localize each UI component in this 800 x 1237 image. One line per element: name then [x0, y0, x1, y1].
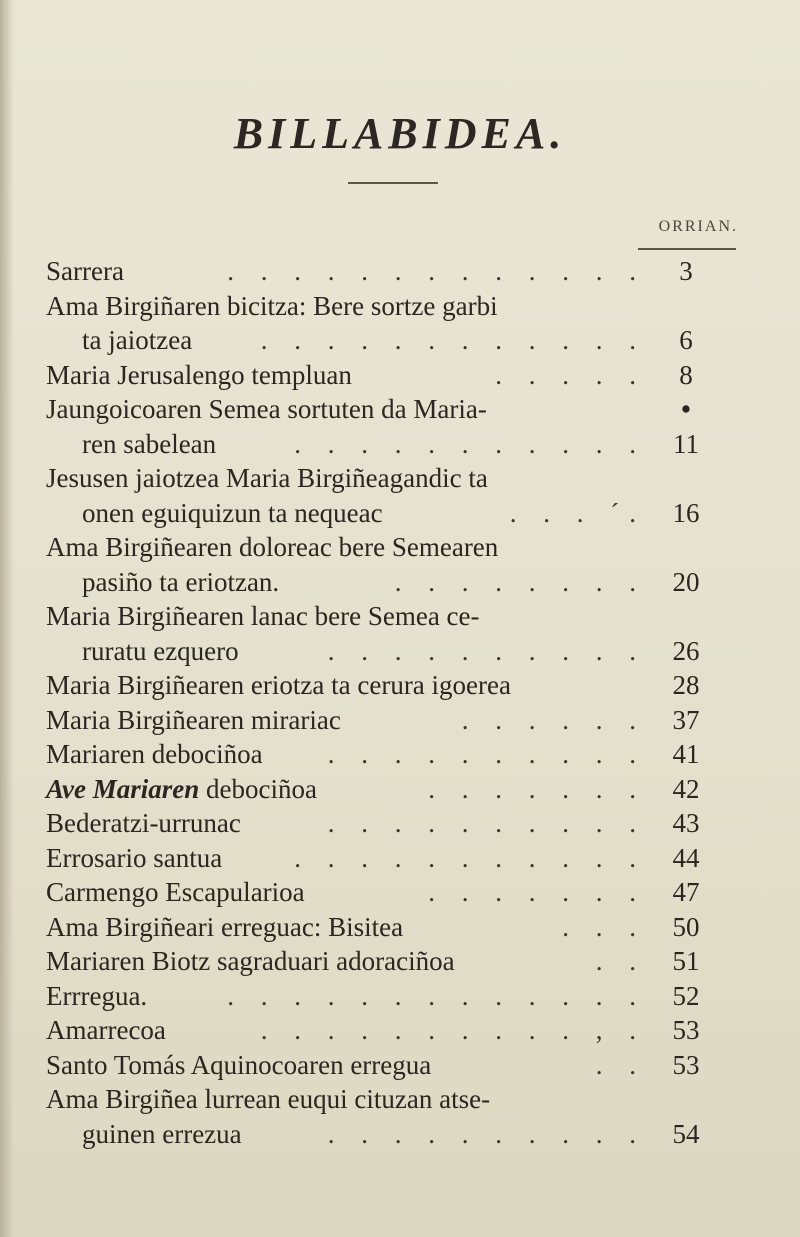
toc-leader-dots: . . . ´. — [509, 497, 646, 528]
column-rule — [638, 248, 736, 250]
toc-entry-text: Jaungoicoaren Semea sortuten da Maria- — [46, 394, 487, 424]
toc-entry-text: Santo Tomás Aquinocoaren erregua — [46, 1049, 432, 1080]
toc-entry-italic-text: Ave Mariaren — [46, 773, 200, 804]
toc-entry-text: guinen errezua — [82, 1118, 242, 1149]
toc-entry — [46, 806, 746, 841]
toc-entry-text: Errosario santua — [46, 842, 223, 873]
toc-leader-dots: . . . . . . . — [428, 773, 646, 804]
toc-entry-text: ta jaiotzea — [82, 325, 193, 355]
toc-page-number: 37 — [672, 704, 700, 735]
toc-leader-dots: . . . . . . . . . . . . . — [227, 256, 646, 286]
toc-entry — [46, 254, 746, 289]
toc-leader-dots: . . . . . . . . . . . . . — [227, 980, 646, 1011]
toc-leader-dots: . . . . . . . . . . — [327, 739, 646, 769]
toc-page-number: 41 — [672, 739, 700, 769]
toc-entry-text: Errregua. — [46, 980, 148, 1011]
toc-page-number: 28 — [672, 670, 700, 700]
toc-page-number: 20 — [672, 566, 700, 597]
toc-entry — [46, 392, 746, 427]
page-edge-shadow — [0, 0, 14, 1237]
toc-leader-dots: . . — [595, 1049, 646, 1080]
toc-page-number: 50 — [672, 911, 700, 942]
toc-leader-dots: . . — [595, 946, 646, 976]
toc-entry — [46, 1117, 746, 1152]
toc-entry-text: ren sabelean — [82, 428, 217, 459]
toc-leader-dots: . . . . . . — [461, 704, 646, 735]
toc-page-number: 42 — [672, 773, 700, 804]
toc-entry-text: ruratu ezquero — [82, 635, 239, 666]
toc-page-number: 54 — [672, 1118, 700, 1149]
toc-entry — [46, 668, 746, 703]
toc-entry-text: Maria Birgiñearen eriotza ta cerura igoerea — [46, 670, 511, 700]
toc-entry — [46, 944, 746, 979]
toc-entry — [46, 841, 746, 876]
toc-entry — [46, 530, 746, 565]
toc-leader-dots: . . . . . . . . . . — [327, 1118, 646, 1149]
toc-leader-dots: . . . . . . . . . . , . — [260, 1015, 646, 1045]
toc-entry-text: Ama Birgiñaren bicitza: Bere sortze garbi — [46, 290, 498, 321]
toc-leader-dots: . . . . . — [495, 359, 646, 390]
toc-entry — [46, 358, 746, 393]
toc-page-number: 26 — [672, 635, 700, 666]
toc-entry — [46, 979, 746, 1014]
toc-leader-dots: . . . . . . . . . . . — [294, 428, 646, 459]
toc-entry — [46, 461, 746, 496]
table-of-contents — [46, 254, 746, 1151]
toc-entry — [46, 875, 746, 910]
page-column-label: ORRIAN. — [658, 218, 738, 235]
toc-entry — [46, 772, 746, 807]
toc-entry — [46, 737, 746, 772]
toc-page-number: 53 — [672, 1015, 700, 1045]
toc-leader-dots: . . . . . . . . . . . — [294, 842, 646, 873]
toc-page-number: 43 — [672, 808, 700, 838]
title-divider — [348, 182, 438, 184]
page-title: BILLABIDEA. — [233, 109, 567, 158]
toc-entry — [46, 565, 746, 600]
toc-entry — [46, 496, 746, 531]
toc-entry-text: Mariaren Biotz sagraduari adoraciñoa — [46, 946, 455, 976]
toc-entry — [46, 1082, 746, 1117]
toc-leader-dots: . . . . . . . . . . — [327, 635, 646, 666]
toc-page-number: 3 — [679, 256, 693, 286]
toc-leader-dots: . . . . . . . . . . — [327, 808, 646, 838]
toc-entry — [46, 1013, 746, 1048]
toc-entry-text: Bederatzi-urrunac — [46, 808, 241, 838]
toc-leader-dots: . . . . . . . — [428, 877, 646, 907]
toc-entry-text: Ama Birgiñea lurrean euqui cituzan atse- — [46, 1084, 491, 1114]
toc-entry — [46, 289, 746, 324]
toc-entry-text: Jesusen jaiotzea Maria Birgiñeagandic ta — [46, 463, 488, 493]
toc-entry-text: Carmengo Escapularioa — [46, 877, 305, 907]
toc-entry — [46, 703, 746, 738]
toc-entry — [46, 323, 746, 358]
toc-entry-text: Maria Jerusalengo templuan — [46, 359, 352, 390]
toc-entry — [46, 910, 746, 945]
toc-leader-dots: . . . — [562, 911, 646, 942]
toc-page-number: 16 — [672, 497, 700, 528]
toc-page-number: 6 — [679, 325, 693, 355]
toc-page-number: 8 — [679, 359, 693, 390]
toc-page-number: 44 — [672, 842, 700, 873]
toc-entry-text: Sarrera — [46, 256, 124, 286]
toc-entry-text: Ama Birgiñeari erreguac: Bisitea — [46, 911, 404, 942]
toc-entry-text — [46, 772, 317, 807]
toc-entry-text: Ama Birgiñearen doloreac bere Semearen — [46, 532, 499, 562]
toc-entry — [46, 427, 746, 462]
toc-entry — [46, 634, 746, 669]
toc-entry-text: Maria Birgiñearen mirariac — [46, 704, 341, 735]
toc-page-number: 53 — [672, 1049, 700, 1080]
toc-entry-text: Amarrecoa — [46, 1015, 166, 1045]
toc-page-number: 11 — [673, 428, 699, 459]
toc-leader-dots: . . . . . . . . . . . . — [260, 325, 646, 355]
toc-leader-dots: . . . . . . . . — [394, 566, 646, 597]
toc-page-number: 51 — [672, 946, 700, 976]
toc-page-number: 47 — [672, 877, 700, 907]
toc-page-number: • — [681, 394, 691, 424]
toc-entry — [46, 599, 746, 634]
toc-entry-text: Maria Birgiñearen lanac bere Semea ce- — [46, 601, 480, 631]
toc-entry — [46, 1048, 746, 1083]
toc-entry-text: Mariaren debociñoa — [46, 739, 263, 769]
toc-entry-text-rest: debociñoa — [199, 773, 317, 804]
toc-entry-text: onen eguiquizun ta nequeac — [82, 497, 383, 528]
toc-page-number: 52 — [672, 980, 700, 1011]
toc-entry-text: pasiño ta eriotzan. — [82, 566, 280, 597]
